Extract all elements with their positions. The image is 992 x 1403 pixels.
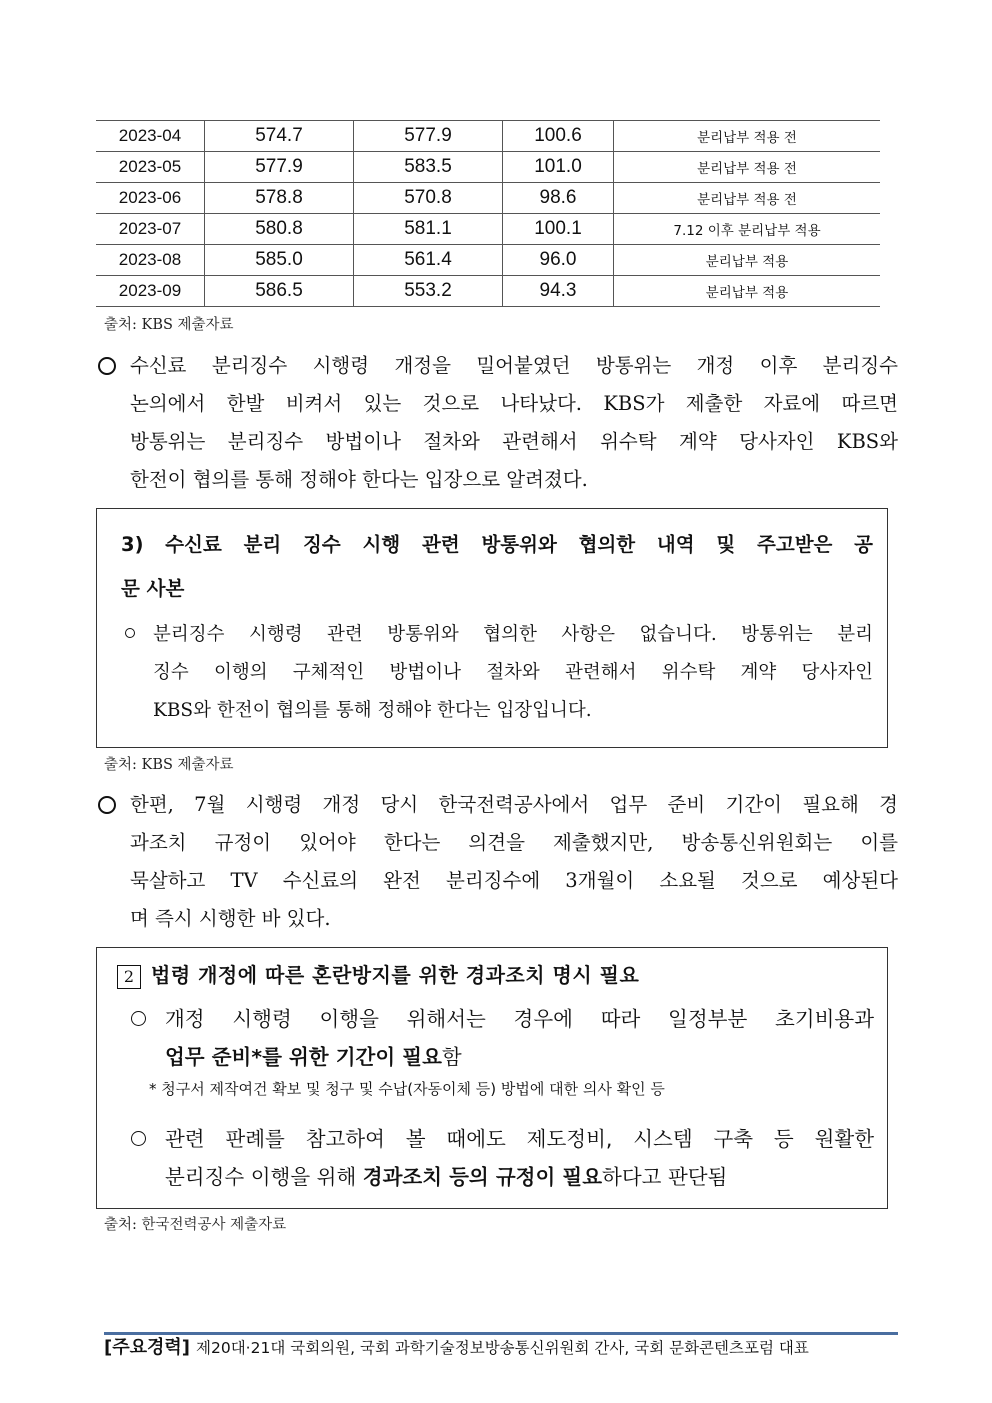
cell-month: 2023-06: [96, 183, 205, 214]
cell-note: 분리납부 적용 전: [614, 121, 881, 152]
box2-item2-bold: 경과조치 등의 규정이 필요: [362, 1165, 603, 1189]
table-row: [96, 276, 880, 307]
box1-title: [121, 523, 873, 611]
box2-item2-pre: 분리징수 이행을 위해: [165, 1165, 363, 1189]
box1-item-line: 징수 이행의 구체적인 방법이나 절차와 관련해서 위수탁 계약 당사자인: [153, 662, 873, 683]
table-row: [96, 152, 880, 183]
kbs-response-box: [96, 508, 888, 748]
box2-footnote: * 청구서 제작여건 확보 및 청구 및 수납(자동이체 등) 방법에 대한 의사 확인 등: [149, 1080, 665, 1098]
cell-value-a: 574.7: [205, 121, 354, 152]
paragraph-2: [98, 786, 898, 938]
cell-value-b: 570.8: [354, 183, 503, 214]
small-circle-bullet-icon: [125, 628, 135, 638]
career-text: 제20대·21대 국회의원, 국회 과학기술정보방송통신위원회 간사, 국회 문화콘텐츠포럼 대표: [196, 1339, 809, 1357]
circle-bullet-icon: [131, 1011, 146, 1026]
box2-item-2: [129, 1120, 874, 1196]
cell-value-c: 100.1: [503, 214, 614, 245]
cell-value-b: 581.1: [354, 214, 503, 245]
circle-bullet-icon: [131, 1131, 146, 1146]
para1-line: 한전이 협의를 통해 정해야 한다는 입장으로 알려졌다.: [130, 468, 588, 491]
box2-source: 출처: 한국전력공사 제출자료: [104, 1217, 287, 1233]
table-row: [96, 121, 880, 152]
cell-value-b: 553.2: [354, 276, 503, 307]
cell-month: 2023-09: [96, 276, 205, 307]
para1-line: 수신료 분리징수 시행령 개정을 밀어붙였던 방통위는 개정 이후 분리징수: [130, 354, 898, 377]
cell-month: 2023-05: [96, 152, 205, 183]
footer: [104, 1336, 809, 1360]
box2-item1-line: 개정 시행령 이행을 위해서는 경우에 따라 일정부분 초기비용과: [165, 1007, 874, 1031]
para2-line: 묵살하고 TV 수신료의 완전 분리징수에 3개월이 소요될 것으로 예상된다: [130, 869, 898, 892]
cell-value-c: 96.0: [503, 245, 614, 276]
cell-month: 2023-04: [96, 121, 205, 152]
cell-note: 분리납부 적용 전: [614, 183, 881, 214]
box2-heading: [117, 960, 639, 990]
box2-title: 법령 개정에 따른 혼란방지를 위한 경과조치 명시 필요: [151, 963, 640, 987]
box2-item2-post: 하다고 판단됨: [602, 1165, 728, 1189]
bullet-circle-icon: [98, 796, 116, 814]
box1-title-line: 3) 수신료 분리 징수 시행 관련 방통위와 협의한 내역 및 주고받은 공: [121, 533, 873, 556]
para2-line: 한편, 7월 시행령 개정 당시 한국전력공사에서 업무 준비 기간이 필요해 경: [130, 793, 898, 816]
cell-value-a: 585.0: [205, 245, 354, 276]
table-row: [96, 183, 880, 214]
cell-value-a: 578.8: [205, 183, 354, 214]
cell-value-c: 98.6: [503, 183, 614, 214]
cell-value-b: 561.4: [354, 245, 503, 276]
cell-value-a: 580.8: [205, 214, 354, 245]
cell-value-a: 577.9: [205, 152, 354, 183]
box1-item-line: 분리징수 시행령 관련 방통위와 협의한 사항은 없습니다. 방통위는 분리: [153, 624, 873, 645]
cell-value-b: 583.5: [354, 152, 503, 183]
cell-month: 2023-08: [96, 245, 205, 276]
box2-item1-rest: 함: [441, 1045, 462, 1069]
table-row: [96, 245, 880, 276]
cell-value-b: 577.9: [354, 121, 503, 152]
cell-month: 2023-07: [96, 214, 205, 245]
bullet-circle-icon: [98, 357, 116, 375]
para2-line: 과조치 규정이 있어야 한다는 의견을 제출했지만, 방송통신위원회는 이를: [130, 831, 898, 854]
table-row: [96, 214, 880, 245]
paragraph-1: [98, 347, 898, 499]
box2-item2-line: 관련 판례를 참고하여 볼 때에도 제도정비, 시스템 구축 등 원활한: [165, 1127, 874, 1151]
fee-table: [96, 120, 880, 307]
career-label: [주요경력]: [104, 1337, 191, 1358]
box1-title-line: 문 사본: [121, 577, 185, 600]
cell-note: 분리납부 적용: [614, 276, 881, 307]
cell-value-c: 101.0: [503, 152, 614, 183]
section-number-box: 2: [117, 965, 141, 989]
box1-item-line: KBS와 한전이 협의를 통해 정해야 한다는 입장입니다.: [153, 700, 592, 721]
para1-line: 방통위는 분리징수 방법이나 절차와 관련해서 위수탁 계약 당사자인 KBS와: [130, 430, 898, 453]
box2-item1-bold: 업무 준비*를 위한 기간이 필요: [165, 1045, 442, 1069]
box2-item-1: [129, 1000, 874, 1076]
kepco-opinion-box: [96, 947, 888, 1209]
footer-rule: [104, 1332, 898, 1335]
cell-value-c: 94.3: [503, 276, 614, 307]
para1-line: 논의에서 한발 비켜서 있는 것으로 나타났다. KBS가 제출한 자료에 따르면: [130, 392, 898, 415]
box1-item: [121, 616, 873, 730]
cell-value-c: 100.6: [503, 121, 614, 152]
box1-source: 출처: KBS 제출자료: [104, 757, 234, 773]
table-source: 출처: KBS 제출자료: [104, 317, 234, 333]
cell-note: 7.12 이후 분리납부 적용: [614, 214, 881, 245]
cell-value-a: 586.5: [205, 276, 354, 307]
cell-note: 분리납부 적용: [614, 245, 881, 276]
para2-line: 며 즉시 시행한 바 있다.: [130, 907, 331, 930]
cell-note: 분리납부 적용 전: [614, 152, 881, 183]
